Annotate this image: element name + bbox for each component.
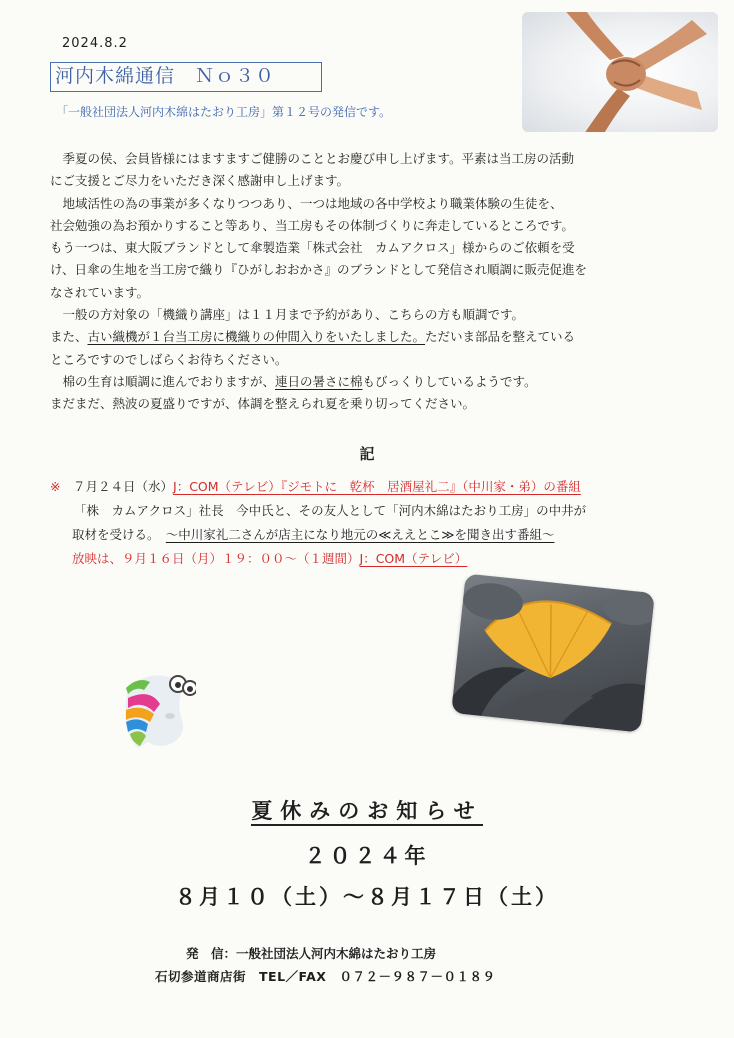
body-line: 地域活性の為の事業が多くなりつつあり、一つは地域の各中学校より職業体験の生徒を、 (50, 195, 563, 211)
body-line: 一般の方対象の「機織り講座」は１１月まで予約があり、こちらの方も順調です。 (50, 307, 525, 323)
newsletter-subtitle: 「一般社団法人河内木綿はたおり工房」第１２号の発信です。 (56, 105, 392, 119)
contact-line: 石切参道商店街 TEL／FAX ０７２－９８７－０１８９ (155, 969, 496, 984)
broadcast-info: 放映は、９月１６日（月）１９：００～（１週間） (72, 551, 360, 566)
hands-together-photo (522, 12, 718, 132)
underlined-text: 古い織機が１台当工房に機織りの仲間入りをいたしました。 (87, 329, 426, 345)
body-line: 社会勉強の為お預かりすること等あり、当工房もその体制づくりに奔走しているところです。 (50, 217, 574, 233)
sender-line: 発 信：一般社団法人河内木綿はたおり工房 (186, 946, 437, 961)
notice-line-4 (50, 547, 700, 571)
body-line: なされています。 (50, 284, 150, 300)
tv-date: ７月２４日（水） (73, 479, 174, 494)
horse-mascot-icon (120, 668, 196, 754)
text: 取材を受ける。 (72, 527, 166, 542)
notice-line-2: 「株 カムアクロス」社長 今中氏と、その友人として「河内木綿はたおり工房」の中井が (74, 503, 587, 518)
body-text (50, 148, 700, 416)
newsletter-title: 河内木綿通信 Ｎｏ３０ (50, 62, 322, 92)
notice-heading: 記 (359, 445, 375, 463)
body-line-loom (50, 326, 700, 348)
text: 棉の生育は順調に進んでおりますが、 (50, 373, 276, 389)
notice-line-1 (50, 475, 700, 499)
program-description: ～中川家礼二さんが店主になり地元の≪ええとこ≫を聞き出す番組～ (165, 527, 555, 542)
text: ただいま部品を整えている (425, 329, 576, 345)
body-line: 季夏の侯、会員皆様にはますますご健勝のこととお慶び申し上げます。平素は当工房の活動 (50, 151, 575, 166)
body-line: にご支援とご尽力をいただき深く感謝申し上げます。 (50, 173, 350, 189)
holiday-period: ８月１０（土）～８月１７日（土） (175, 884, 559, 909)
text: また、 (50, 329, 88, 345)
body-line: まだまだ、熱波の夏盛りですが、体調を整えられ夏を乗り切ってください。 (50, 396, 476, 412)
body-line: け、日傘の生地を当工房で織り『ひがしおおかさ』のブランドとして発信され順調に販売促進を (50, 262, 588, 278)
body-line: もう一つは、東大阪ブランドとして傘製造業「株式会社 カムアクロス」様からのご依頼を受 (50, 240, 575, 256)
underlined-text: 連日の暑さに棉 (275, 373, 363, 389)
notice-line-3 (50, 523, 700, 547)
holiday-title-text: 夏休みのお知らせ (251, 798, 482, 826)
reference-mark: ※ (50, 479, 61, 494)
holiday-notice-title (0, 795, 734, 825)
tv-program: 『ジモトに 乾杯 居酒屋礼二』（中川家・弟）の番組 (280, 479, 581, 494)
umbrellas-photo (451, 573, 655, 732)
body-line: ところですのでしばらくお待ちください。 (50, 351, 288, 367)
tv-channel: J：COM（テレビ） (173, 479, 281, 494)
broadcast-channel: J：COM（テレビ） (359, 551, 468, 566)
text: もびっくりしているようです。 (362, 373, 537, 389)
body-line-heat (50, 371, 700, 393)
holiday-year: ２０２４年 (304, 843, 430, 868)
notice-block (50, 475, 700, 571)
document-date: 2024.8.2 (62, 36, 128, 51)
